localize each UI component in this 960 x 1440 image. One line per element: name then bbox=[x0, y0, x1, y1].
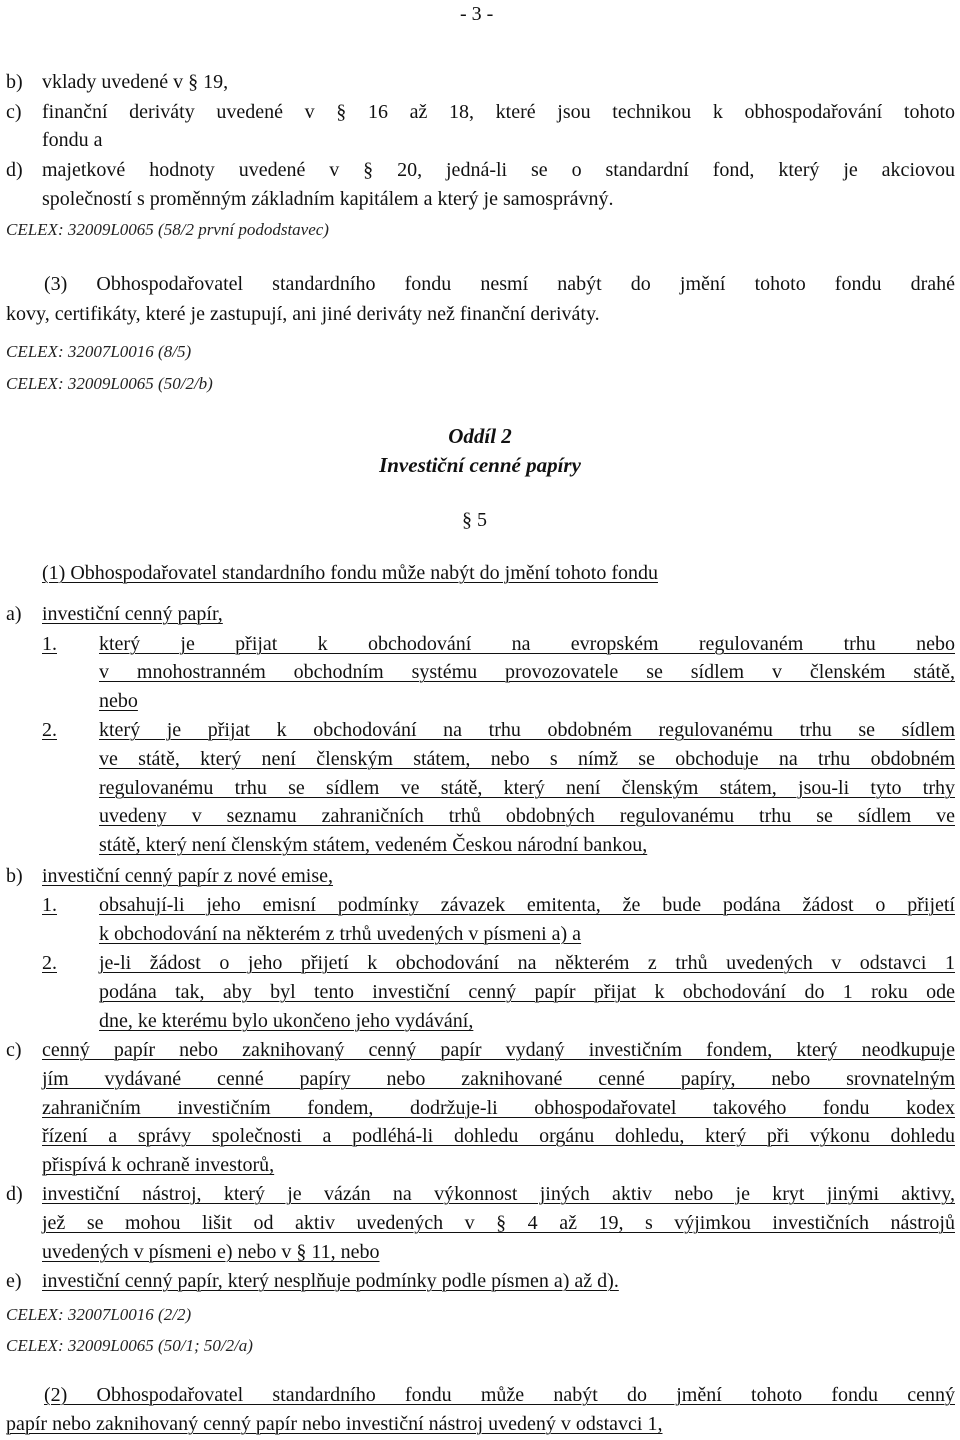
p1-text: (1) Obhospodařovatel standardního fondu může nabýt do jmění tohoto fondu bbox=[42, 562, 658, 584]
b1-line1: obsahují-li jeho emisní podmínky závazek emitenta, že bude podána žádost o přijetí bbox=[99, 894, 955, 916]
page-number: - 3 - bbox=[460, 3, 494, 25]
section-title: Oddíl 2 bbox=[448, 424, 512, 448]
e-text: investiční cenný papír, který nesplňuje podmínky podle písmen a) až d). bbox=[42, 1270, 619, 1292]
item-d-line1: majetkové hodnoty uvedené v § 20, jedná-li se o standardní fond, který je akciovou bbox=[42, 159, 955, 181]
celex-ref-2: CELEX: 32007L0016 (8/5) bbox=[6, 342, 192, 361]
para3-line1: (3) Obhospodařovatel standardního fondu nesmí nabýt do jmění tohoto fondu drahé bbox=[44, 273, 955, 295]
item-b-mark: b) bbox=[6, 71, 23, 93]
a2-line1: který je přijat k obchodování na trhu obdobném regulovanému trhu se sídlem bbox=[99, 719, 955, 741]
a2-mark: 2. bbox=[42, 719, 57, 741]
c-line5: přispívá k ochraně investorů, bbox=[42, 1154, 275, 1176]
a2-line2: ve státě, který není členským státem, nebo s nímž se obchoduje na trhu obdobném bbox=[99, 748, 955, 770]
c-line4: řízení a správy společnosti a podléhá-li dohledu orgánu dohledu, který při výkonu dohledu bbox=[42, 1125, 955, 1147]
a2-line3: regulovanému trhu se sídlem ve státě, který není členským státem, jsou-li tyto trhy bbox=[99, 777, 955, 799]
c-line2: jím vydávané cenné papíry nebo zaknihované cenné papíry, nebo srovnatelným bbox=[42, 1068, 955, 1090]
a1-line3: nebo bbox=[99, 690, 138, 712]
a1-line1: který je přijat k obchodování na evropském regulovaném trhu nebo bbox=[99, 633, 955, 655]
celex-ref-1: CELEX: 32009L0065 (58/2 první pododstavec) bbox=[6, 220, 329, 239]
b2-line1: je-li žádost o jeho přijetí k obchodování na některém z trhů uvedených v odstavci 1 bbox=[99, 952, 955, 974]
b1-mark: 1. bbox=[42, 894, 57, 916]
celex-ref-5: CELEX: 32009L0065 (50/1; 50/2/a) bbox=[6, 1336, 253, 1355]
c-line1: cenný papír nebo zaknihovaný cenný papír vydaný investičním fondem, který neodkupuje bbox=[42, 1039, 955, 1061]
celex-ref-4: CELEX: 32007L0016 (2/2) bbox=[6, 1305, 192, 1324]
d-line1: investiční nástroj, který je vázán na výkonnost jiných aktiv nebo je kryt jinými aktivy, bbox=[42, 1183, 955, 1205]
a2-line5: státě, který není členským státem, vedeném Českou národní bankou, bbox=[99, 834, 648, 856]
a2-line4: uvedeny v seznamu zahraničních trhů obdobných regulovanému trhu se sídlem ve bbox=[99, 805, 955, 827]
item-c-line1: finanční deriváty uvedené v § 16 až 18, které jsou technikou k obhospodařování tohoto bbox=[42, 101, 955, 123]
b2-mark: 2. bbox=[42, 952, 57, 974]
b-mark: b) bbox=[6, 865, 23, 887]
b2-line2: podána tak, aby byl tento investiční cenný papír přijat k obchodování do 1 roku ode bbox=[99, 981, 955, 1003]
d-line3: uvedených v písmeni e) nebo v § 11, nebo bbox=[42, 1241, 380, 1263]
b2-line3: dne, ke kterému bylo ukončeno jeho vydávání, bbox=[99, 1010, 474, 1032]
para3-line2: kovy, certifikáty, které je zastupují, ani jiné deriváty než finanční deriváty. bbox=[6, 303, 600, 325]
item-d-line2: společností s proměnným základním kapitálem a který je samosprávný. bbox=[42, 188, 614, 210]
b-text: investiční cenný papír z nové emise, bbox=[42, 865, 334, 887]
d-mark: d) bbox=[6, 1183, 23, 1205]
e-mark: e) bbox=[6, 1270, 22, 1292]
a-text: investiční cenný papír, bbox=[42, 603, 223, 625]
a1-line2: v mnohostranném obchodním systému provozovatele se sídlem v členském státě, bbox=[99, 661, 955, 683]
c-line3: zahraničním investičním fondem, dodržuje-li obhospodařovatel takového fondu kodex bbox=[42, 1097, 955, 1119]
d-line2: jež se mohou lišit od aktiv uvedených v § 4 až 19, s výjimkou investičních nástrojů bbox=[42, 1212, 955, 1234]
c-mark: c) bbox=[6, 1039, 22, 1061]
a1-mark: 1. bbox=[42, 633, 57, 655]
p2-line1: (2) Obhospodařovatel standardního fondu může nabýt do jmění tohoto fondu cenný bbox=[44, 1384, 955, 1406]
celex-ref-3: CELEX: 32009L0065 (50/2/b) bbox=[6, 374, 213, 393]
item-d-mark: d) bbox=[6, 159, 23, 181]
a-mark: a) bbox=[6, 603, 22, 625]
p2-line2: papír nebo zaknihovaný cenný papír nebo investiční nástroj uvedený v odstavci 1, bbox=[6, 1413, 663, 1435]
b1-line2: k obchodování na některém z trhů uvedených v písmeni a) a bbox=[99, 923, 582, 945]
item-b-text: vklady uvedené v § 19, bbox=[42, 71, 229, 93]
section-subtitle: Investiční cenné papíry bbox=[379, 453, 581, 477]
paragraph-sign: § 5 bbox=[462, 509, 487, 531]
item-c-line2: fondu a bbox=[42, 129, 103, 151]
item-c-mark: c) bbox=[6, 101, 22, 123]
